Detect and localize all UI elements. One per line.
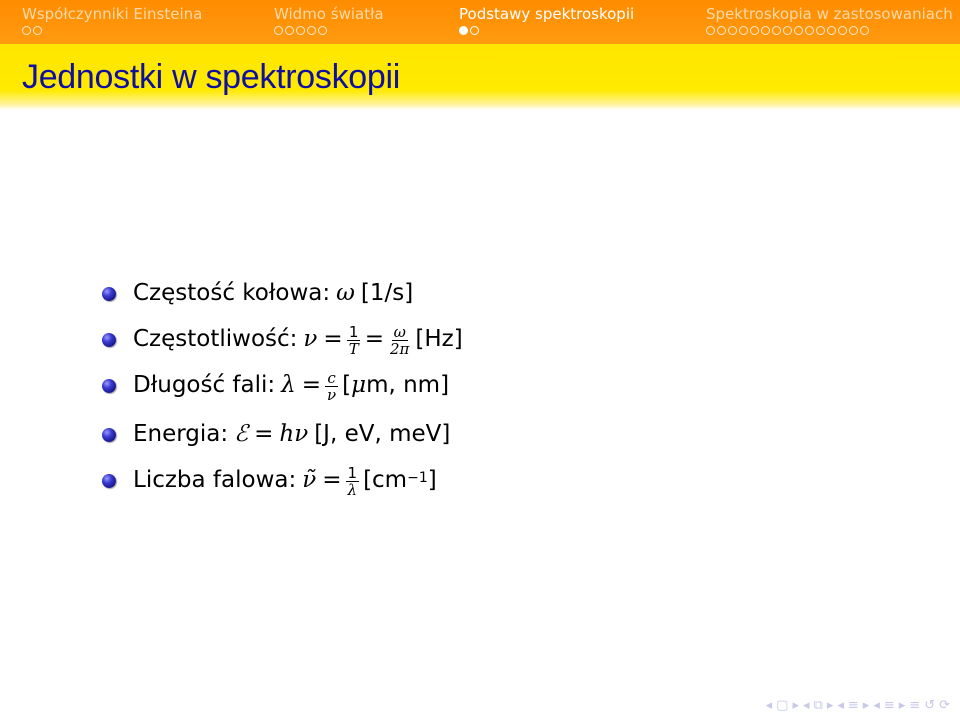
nav-frame-dot[interactable] [728, 26, 737, 35]
nav-frame-dot[interactable] [849, 26, 858, 35]
next-section-icon[interactable]: ▸ [862, 698, 870, 713]
nav-frame-dot[interactable] [772, 26, 781, 35]
fraction-one-over-t [347, 324, 361, 357]
nav-frame-dot[interactable] [33, 26, 42, 35]
equals-sign: = [301, 372, 322, 398]
prev-section-icon[interactable]: ◂ [837, 698, 844, 713]
nav-frame-dot[interactable] [285, 26, 294, 35]
fraction-denominator: ν [327, 385, 337, 404]
fraction-numerator: 1 [348, 322, 359, 341]
nav-frame-dot[interactable] [750, 26, 759, 35]
nav-frame-dots [274, 26, 327, 35]
appendix-icon[interactable]: ≡ [909, 698, 921, 713]
ball-bullet-icon [102, 428, 116, 442]
nav-frame-dot[interactable] [318, 26, 327, 35]
nav-frame-dot[interactable] [706, 26, 715, 35]
nav-frame-dot[interactable] [860, 26, 869, 35]
ball-bullet-icon [102, 474, 116, 488]
nav-frame-dot[interactable] [805, 26, 814, 35]
item-unit: [Hz] [415, 326, 463, 352]
next-document-icon[interactable]: ▸ [898, 698, 906, 713]
symbol-nu: ν [294, 421, 309, 447]
item-label: Częstotliwość: [133, 326, 298, 352]
nav-frame-dots [22, 26, 42, 35]
nav-section-title[interactable]: Widmo światła [274, 5, 384, 23]
ball-bullet-icon [102, 333, 116, 347]
nav-section-title[interactable]: Spektroskopia w zastosowaniach [706, 5, 953, 23]
document-icon[interactable]: ≡ [883, 698, 895, 713]
nav-frame-dot[interactable] [816, 26, 825, 35]
symbol-energy: ℰ [234, 421, 249, 447]
back-icon[interactable]: ↺ [924, 698, 936, 713]
fraction-one-over-lambda [346, 465, 360, 498]
prev-document-icon[interactable]: ◂ [873, 698, 880, 713]
item-label: Długość fali: [133, 372, 276, 398]
fraction-numerator: ω [393, 322, 406, 341]
unit-mu: μ [351, 372, 367, 398]
section-icon[interactable]: ≡ [847, 698, 859, 713]
nav-frame-dot-current[interactable] [459, 26, 468, 35]
unit-exponent: −1 [407, 470, 428, 486]
item-label: Liczba falowa: [133, 467, 297, 493]
fraction-c-over-nu [325, 370, 338, 403]
equals-sign: = [254, 421, 274, 447]
beamer-navigation-symbols [766, 698, 950, 714]
fraction-numerator: 1 [347, 463, 358, 482]
item-unit-close: ] [427, 467, 437, 493]
section-navigation-bar [0, 0, 960, 44]
nav-frame-dots [459, 26, 479, 35]
subsection-icon[interactable]: ⧉ [813, 698, 823, 713]
ball-bullet-icon [102, 379, 116, 393]
nav-frame-dot[interactable] [307, 26, 316, 35]
nav-frame-dot[interactable] [783, 26, 792, 35]
item-unit-open: [ [342, 372, 352, 398]
nav-frame-dot[interactable] [761, 26, 770, 35]
item-unit: [1/s] [360, 280, 414, 306]
item-label: Energia: [133, 421, 229, 447]
symbol-lambda: λ [281, 372, 296, 398]
fraction-numerator: c [327, 368, 336, 387]
item-unit-rest: m, nm] [366, 372, 450, 398]
fraction-denominator: T [348, 339, 359, 358]
ball-bullet-icon [102, 287, 116, 301]
fraction-omega-over-2pi [388, 324, 411, 357]
nav-frame-dot[interactable] [827, 26, 836, 35]
nav-frame-dot[interactable] [22, 26, 31, 35]
item-unit: [J, eV, meV] [314, 421, 451, 447]
symbol-omega: ω [336, 280, 355, 306]
next-frame-icon[interactable]: ▸ [792, 698, 799, 713]
symbol-nu: ν [303, 326, 318, 352]
search-icon[interactable]: ⟳ [939, 698, 950, 713]
prev-subsection-icon[interactable]: ◂ [802, 698, 810, 713]
nav-frame-dot[interactable] [717, 26, 726, 35]
next-subsection-icon[interactable]: ▸ [826, 698, 834, 713]
symbol-h: h [279, 421, 295, 447]
fraction-denominator: 2π [389, 339, 410, 358]
nav-frame-dot[interactable] [296, 26, 305, 35]
nav-section-title[interactable]: Podstawy spektroskopii [459, 5, 635, 23]
nav-frame-dot[interactable] [470, 26, 479, 35]
nav-frame-dot[interactable] [739, 26, 748, 35]
symbol-nu-tilde: ν̃ [302, 467, 317, 493]
nav-frame-dot[interactable] [794, 26, 803, 35]
fraction-denominator: λ [347, 480, 358, 499]
item-label: Częstość kołowa: [133, 280, 331, 306]
nav-section-title[interactable]: Współczynniki Einsteina [22, 5, 203, 23]
prev-frame-icon[interactable]: ◂ [765, 698, 773, 713]
item-unit-open: [cm [363, 467, 408, 493]
nav-frame-dot[interactable] [274, 26, 283, 35]
nav-frame-dots [706, 26, 869, 35]
equals-sign: = [322, 467, 342, 493]
nav-frame-dot[interactable] [838, 26, 847, 35]
frame-title: Jednostki w spektroskopii [22, 58, 401, 96]
frame-icon[interactable]: ▢ [776, 698, 789, 713]
equals-sign: = [364, 326, 384, 352]
equals-sign: = [323, 326, 343, 352]
